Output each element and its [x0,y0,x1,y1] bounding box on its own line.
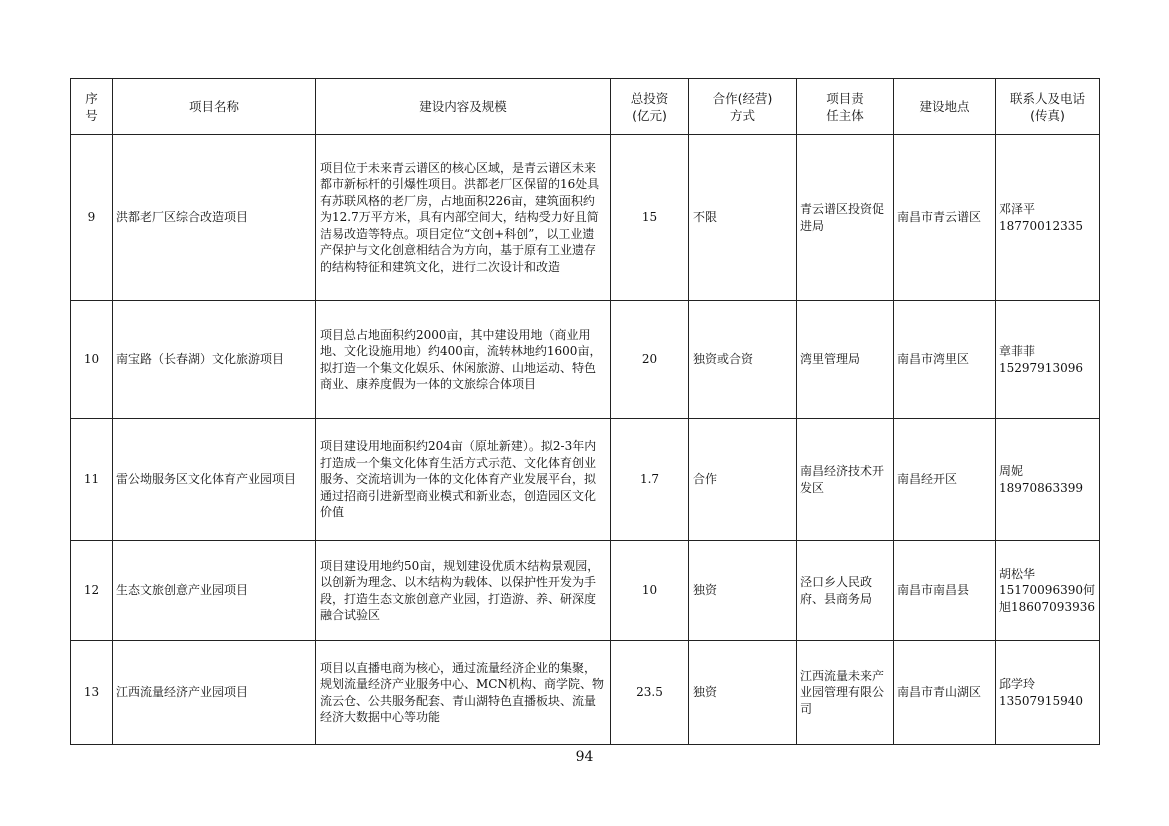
contact-person: 章菲菲 [999,344,1036,358]
contact-phone: 15170096390何旭18607093936 [999,583,1095,614]
row-mode: 独资 [689,541,797,641]
header-contact-line2: (传真) [1030,107,1065,123]
contact-person: 周妮 [999,464,1024,478]
row-contact [996,135,1100,301]
contact-person: 邓泽平 [999,202,1036,216]
row-mode: 独资 [689,641,797,745]
row-project-name: 洪都老厂区综合改造项目 [113,135,316,301]
page-number: 94 [575,749,594,765]
row-investment: 1.7 [611,419,689,541]
row-seq: 9 [71,135,113,301]
header-contact-line1: 联系人及电话 [1009,90,1085,106]
row-seq: 11 [71,419,113,541]
row-contact [996,301,1100,419]
table-row [71,641,1100,745]
row-contact [996,641,1100,745]
header-seq-line1: 序 [85,90,98,106]
row-owner: 泾口乡人民政府、县商务局 [797,541,894,641]
table-row [71,301,1100,419]
row-investment: 10 [611,541,689,641]
contact-phone: 15297913096 [999,360,1083,375]
contact-phone: 18970863399 [999,480,1083,495]
row-owner: 湾里管理局 [797,301,894,419]
table-row [71,541,1100,641]
row-content: 项目建设用地面积约204亩（原址新建）。拟2-3年内打造成一个集文化体育生活方式示范、文化体育创业服务、交流培训为一体的文化体育产业发展平台，拟通过招商引进新型商业模式和新业态，创造园区文化价值 [316,419,611,541]
row-location: 南昌经开区 [894,419,996,541]
row-seq: 12 [71,541,113,641]
row-location: 南昌市湾里区 [894,301,996,419]
row-project-name: 雷公坳服务区文化体育产业园项目 [113,419,316,541]
row-project-name: 生态文旅创意产业园项目 [113,541,316,641]
row-content: 项目位于未来青云谱区的核心区域，是青云谱区未来都市新标杆的引爆性项目。洪都老厂区保留的16处具有苏联风格的老厂房，占地面积226亩，建筑面积约为12.7万平方米，具有内部空间大，结构受力好且简洁易改造等特点。项目定位“文创+科创”，以工业遗产保护与文化创意相结合为方向，基于原有工业遗存的结构特征和建筑文化，进行二次设计和改造 [316,135,611,301]
row-seq: 13 [71,641,113,745]
contact-phone: 18770012335 [999,218,1083,233]
row-mode: 合作 [689,419,797,541]
row-investment: 15 [611,135,689,301]
header-investment-line2: (亿元) [632,107,667,123]
row-owner: 青云谱区投资促进局 [797,135,894,301]
row-mode: 不限 [689,135,797,301]
table-row [71,419,1100,541]
row-location: 南昌市南昌县 [894,541,996,641]
header-owner [797,79,894,135]
header-seq-line2: 号 [85,107,98,123]
row-content: 项目以直播电商为核心，通过流量经济企业的集聚，规划流量经济产业服务中心、MCN机构、商学院、物流云仓、公共服务配套、青山湖特色直播板块、流量经济大数据中心等功能 [316,641,611,745]
contact-phone: 13507915940 [999,693,1083,708]
header-contact [996,79,1100,135]
header-owner-line2: 任主体 [826,107,864,123]
row-project-name: 江西流量经济产业园项目 [113,641,316,745]
row-investment: 20 [611,301,689,419]
row-investment: 23.5 [611,641,689,745]
header-content: 建设内容及规模 [316,79,611,135]
header-name: 项目名称 [113,79,316,135]
header-investment-line1: 总投资 [630,90,669,106]
header-row [71,79,1100,135]
row-owner: 江西流量未来产业园管理有限公司 [797,641,894,745]
row-mode: 独资或合资 [689,301,797,419]
header-mode [689,79,797,135]
row-content: 项目建设用地约50亩，规划建设优质木结构景观园，以创新为理念、以木结构为载体、以保护性开发为手段，打造生态文旅创意产业园，打造游、养、研深度融合试验区 [316,541,611,641]
row-location: 南昌市青山湖区 [894,641,996,745]
contact-person: 邱学玲 [999,677,1036,691]
row-contact [996,419,1100,541]
row-seq: 10 [71,301,113,419]
row-location: 南昌市青云谱区 [894,135,996,301]
row-project-name: 南宝路（长春湖）文化旅游项目 [113,301,316,419]
header-mode-line2: 方式 [729,107,755,123]
row-content: 项目总占地面积约2000亩，其中建设用地（商业用地、文化设施用地）约400亩，流转林地约1600亩，拟打造一个集文化娱乐、休闲旅游、山地运动、特色商业、康养度假为一体的文旅综合体项目 [316,301,611,419]
row-owner: 南昌经济技术开发区 [797,419,894,541]
header-location: 建设地点 [894,79,996,135]
header-mode-line1: 合作(经营) [712,90,773,106]
header-owner-line1: 项目责 [826,90,864,106]
header-seq [71,79,113,135]
header-investment [611,79,689,135]
row-contact [996,541,1100,641]
contact-person: 胡松华 [999,566,1036,581]
project-table [70,78,1100,745]
table-row [71,135,1100,301]
